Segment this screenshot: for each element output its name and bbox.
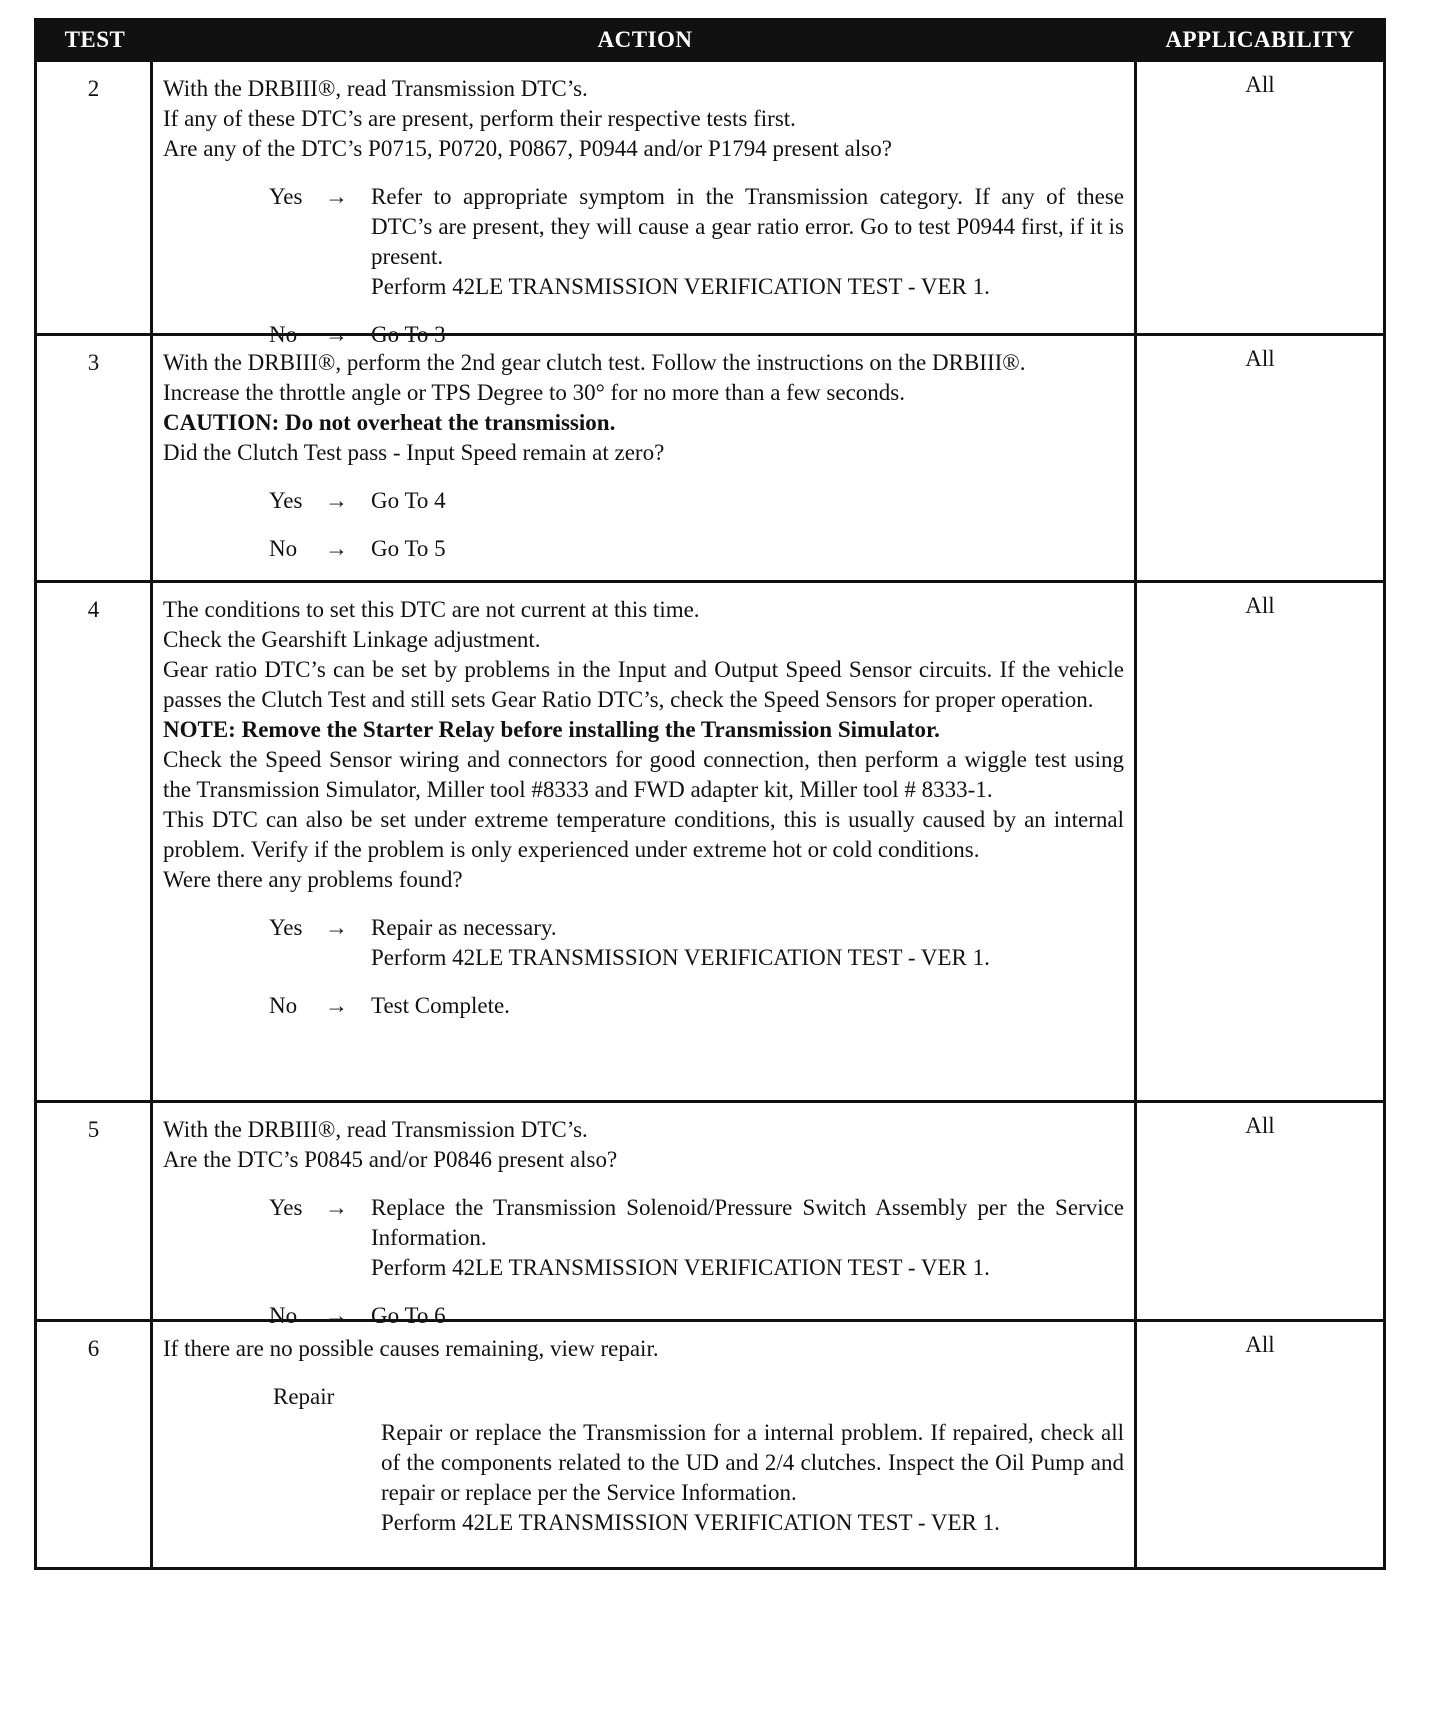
no-label: No: [269, 1303, 298, 1328]
action-line: With the DRBIII®, read Transmission DTC’s.: [163, 76, 588, 101]
action-cell: [153, 62, 1137, 347]
yes-result-text: Replace the Transmission Solenoid/Pressure Switch Assembly per the Service Information.: [371, 1195, 1124, 1250]
action-line: If any of these DTC’s are present, perform their respective tests first.: [163, 106, 796, 131]
yes-label: Yes: [269, 488, 303, 513]
test-number: 5: [37, 1103, 153, 1319]
yes-answer: [269, 486, 1124, 516]
question-text: Did the Clutch Test pass - Input Speed remain at zero?: [163, 440, 665, 465]
no-result: Go To 6: [371, 1303, 446, 1328]
yes-label: Yes: [269, 915, 303, 940]
action-cell: [153, 1103, 1137, 1328]
no-label: No: [269, 536, 298, 561]
action-line: Check the Gearshift Linkage adjustment.: [163, 627, 541, 652]
yes-result-text-2: Perform 42LE TRANSMISSION VERIFICATION TEST - VER 1.: [371, 274, 990, 299]
arrow-icon: →: [325, 184, 348, 209]
repair-text-verify: Perform 42LE TRANSMISSION VERIFICATION TEST - VER 1.: [381, 1510, 1000, 1535]
action-line: This DTC can also be set under extreme temperature conditions, this is usually caused by an internal problem. Verify if the problem is only experienced under extreme hot or cold conditions.: [163, 807, 1124, 862]
yes-result-text-2: Perform 42LE TRANSMISSION VERIFICATION TEST - VER 1.: [371, 1255, 990, 1280]
action-cell: [153, 583, 1137, 1100]
no-result: Go To 5: [371, 536, 446, 561]
repair-text: [381, 1418, 1124, 1538]
no-answer: [269, 991, 1124, 1021]
test-number: 4: [37, 583, 153, 1100]
action-line: Are the DTC’s P0845 and/or P0846 present also?: [163, 1147, 618, 1172]
header-applicability: APPLICABILITY: [1165, 27, 1355, 52]
arrow-icon: →: [325, 915, 348, 940]
action-line: Gear ratio DTC’s can be set by problems in the Input and Output Speed Sensor circuits. If the vehicle passes the Clutch Test and still sets Gear Ratio DTC’s, check the Speed Sensors for proper operation.: [163, 657, 1124, 712]
no-result: Go To 3: [371, 322, 446, 347]
yes-result-text-2: Perform 42LE TRANSMISSION VERIFICATION TEST - VER 1.: [371, 945, 990, 970]
arrow-icon: →: [325, 536, 348, 561]
yes-label: Yes: [269, 1195, 303, 1220]
no-answer: [269, 534, 1124, 564]
table-row: [37, 333, 1383, 580]
note-text: NOTE: Remove the Starter Relay before installing the Transmission Simulator.: [163, 717, 940, 742]
applicability-cell: All: [1245, 593, 1275, 618]
arrow-icon: →: [325, 993, 348, 1018]
applicability-cell: All: [1245, 72, 1275, 97]
arrow-icon: →: [325, 1303, 348, 1328]
yes-label: Yes: [269, 184, 303, 209]
yes-answer: [269, 913, 1124, 973]
yes-result: [371, 1193, 1124, 1283]
action-line: With the DRBIII®, perform the 2nd gear clutch test. Follow the instructions on the DRBIII®.: [163, 350, 1026, 375]
action-line: If there are no possible causes remaining, view repair.: [163, 1336, 659, 1361]
question-text: Were there any problems found?: [163, 867, 463, 892]
action-line: The conditions to set this DTC are not current at this time.: [163, 597, 700, 622]
yes-result-text: Repair as necessary.: [371, 915, 557, 940]
arrow-icon: →: [325, 488, 348, 513]
applicability-cell: All: [1245, 1113, 1275, 1138]
action-cell: [153, 336, 1137, 580]
action-line: With the DRBIII®, read Transmission DTC’s.: [163, 1117, 588, 1142]
table-header: [37, 21, 1383, 59]
yes-result: [371, 182, 1124, 302]
action-line: Increase the throttle angle or TPS Degree to 30° for no more than a few seconds.: [163, 380, 905, 405]
no-label: No: [269, 993, 298, 1018]
action-line: Are any of the DTC’s P0715, P0720, P0867, P0944 and/or P1794 present also?: [163, 136, 892, 161]
arrow-icon: →: [325, 322, 348, 347]
no-result: Test Complete.: [371, 993, 510, 1018]
repair-label: Repair: [273, 1384, 335, 1409]
applicability-cell: All: [1245, 346, 1275, 371]
test-number: 3: [37, 336, 153, 580]
yes-answer: [269, 182, 1124, 302]
table-row: [37, 580, 1383, 1100]
test-number: 2: [37, 62, 153, 333]
yes-result-text: Refer to appropriate symptom in the Transmission category. If any of these DTC’s are present, they will cause a gear ratio error. Go to test P0944 first, if it is present.: [371, 184, 1124, 269]
action-line: Check the Speed Sensor wiring and connectors for good connection, then perform a wiggle test using the Transmission Simulator, Miller tool #8333 and FWD adapter kit, Miller tool # 8333-1.: [163, 747, 1124, 802]
applicability-cell: All: [1245, 1332, 1275, 1357]
no-label: No: [269, 322, 298, 347]
header-test: TEST: [64, 27, 126, 52]
caution-text: CAUTION: Do not overheat the transmission.: [163, 410, 616, 435]
yes-result: [371, 913, 1124, 973]
table-row: [37, 59, 1383, 347]
action-cell: [153, 1322, 1137, 1567]
repair-text-body: Repair or replace the Transmission for a internal problem. If repaired, check all of the components related to the UD and 2/4 clutches. Inspect the Oil Pump and repair or replace per the Service Information.: [381, 1420, 1124, 1505]
arrow-icon: →: [325, 1195, 348, 1220]
yes-result: Go To 4: [371, 488, 446, 513]
table-row: [37, 1319, 1383, 1567]
table-row: [37, 1100, 1383, 1328]
diagnostic-table: [34, 18, 1386, 1570]
header-action: ACTION: [597, 27, 693, 52]
yes-answer: [269, 1193, 1124, 1283]
test-number: 6: [37, 1322, 153, 1567]
